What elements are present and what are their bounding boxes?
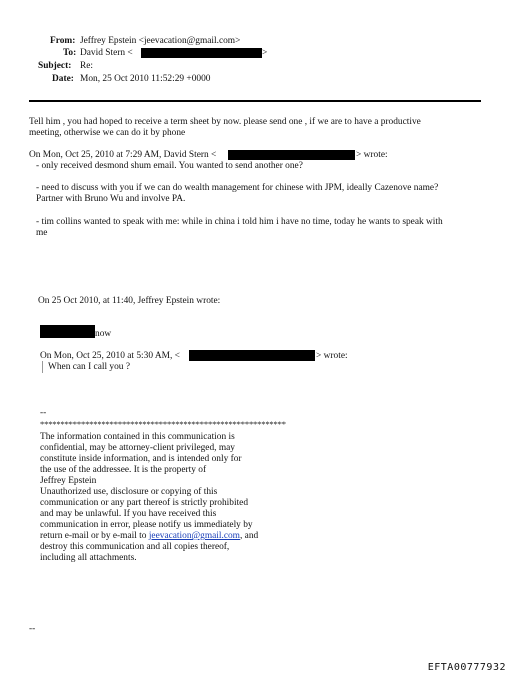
- disclaimer-line: constitute inside information, and is intended only for: [40, 454, 242, 464]
- subject-value: Re:: [80, 61, 94, 71]
- disclaimer-line: destroy this communication and all copies thereof,: [40, 542, 230, 552]
- quote-header: On Mon, Oct 25, 2010 at 5:30 AM, <: [40, 351, 180, 361]
- quote-header: On Mon, Oct 25, 2010 at 7:29 AM, David Stern <: [29, 150, 217, 160]
- disclaimer-line: confidential, may be attorney-client privileged, may: [40, 443, 235, 453]
- disclaimer-line: Jeffrey Epstein: [40, 476, 97, 486]
- document-id: EFTA00777932: [427, 662, 506, 673]
- to-label: To:: [63, 48, 77, 58]
- email-prefix: return e-mail or by e-mail to: [40, 531, 149, 541]
- quoted-line: - tim collins wanted to speak with me: while in china i told him i have no time, today he wants to speak with: [36, 217, 443, 227]
- to-value-prefix: David Stern <: [80, 48, 133, 58]
- quoted-line: - need to discuss with you if we can do wealth management for chinese with JPM, ideally Cazenove name?: [36, 183, 439, 193]
- quoted-line: now: [95, 329, 112, 339]
- quoted-line: - only received desmond shum email. You wanted to send another one?: [36, 161, 303, 171]
- disclaimer-line: communication in error, please notify us immediately by: [40, 520, 253, 530]
- redaction-box: [228, 150, 355, 160]
- email-suffix: , and: [239, 531, 259, 541]
- disclaimer-line: including all attachments.: [40, 553, 137, 563]
- email-link[interactable]: jeevacation@gmail.com: [148, 531, 240, 541]
- quote-bar: [42, 361, 43, 373]
- quote-header: On 25 Oct 2010, at 11:40, Jeffrey Epstein wrote:: [38, 296, 221, 306]
- redaction-box: [141, 48, 262, 58]
- signature-dashes: --: [40, 408, 47, 418]
- from-value: Jeffrey Epstein <jeevacation@gmail.com>: [80, 36, 241, 46]
- redaction-box: [189, 350, 315, 361]
- quote-header-suffix: > wrote:: [356, 150, 388, 160]
- signature-stars: ************************************************************: [40, 419, 286, 429]
- disclaimer-line: [40, 531, 258, 542]
- body-line: Tell him , you had hoped to receive a term sheet by now. please send one , if we are to have a productive: [29, 117, 421, 127]
- date-label: Date:: [52, 74, 74, 84]
- quoted-line: me: [36, 228, 48, 238]
- from-label: From:: [50, 36, 76, 46]
- footer-dashes: --: [29, 624, 36, 634]
- redaction-box: [40, 325, 95, 338]
- disclaimer-line: Unauthorized use, disclosure or copying of this: [40, 487, 218, 497]
- subject-label: Subject:: [38, 61, 72, 71]
- quoted-line: Partner with Bruno Wu and involve PA.: [36, 194, 186, 204]
- to-value-suffix: >: [262, 48, 268, 58]
- disclaimer-line: the use of the addressee. It is the property of: [40, 465, 207, 475]
- body-line: meeting, otherwise we can do it by phone: [29, 128, 186, 138]
- disclaimer-line: and may be unlawful. If you have received this: [40, 509, 217, 519]
- quoted-line: When can I call you ?: [48, 362, 130, 372]
- date-value: Mon, 25 Oct 2010 11:52:29 +0000: [80, 74, 211, 84]
- disclaimer-line: The information contained in this communication is: [40, 432, 235, 442]
- disclaimer-line: communication or any part thereof is strictly prohibited: [40, 498, 249, 508]
- quote-header-suffix: > wrote:: [316, 351, 348, 361]
- header-divider: [29, 100, 481, 102]
